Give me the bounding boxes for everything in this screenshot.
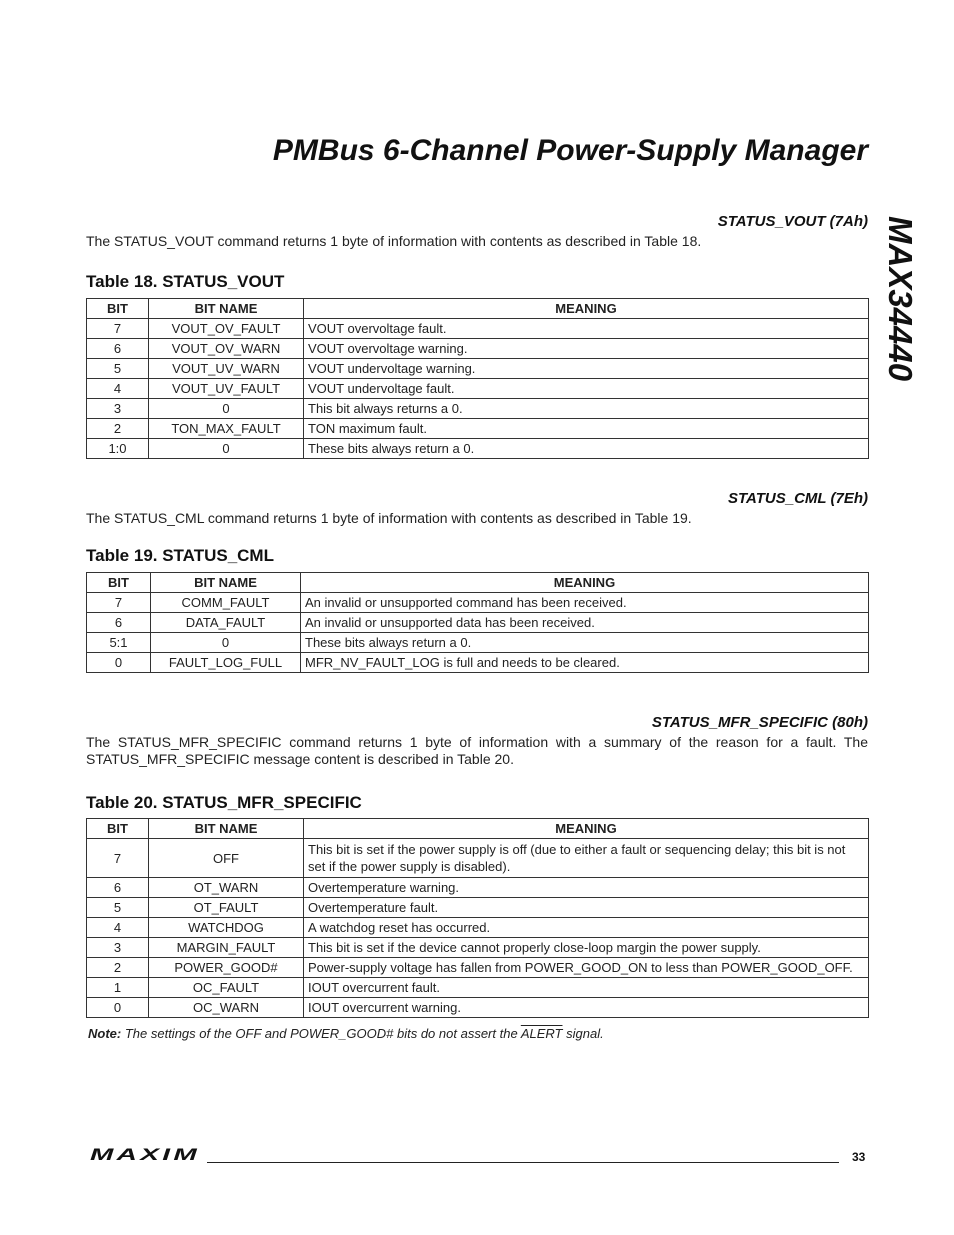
- column-header-meaning: MEANING: [301, 573, 869, 593]
- cell-bit: 5:1: [87, 633, 151, 653]
- table-row: [87, 978, 869, 998]
- cell-meaning: TON maximum fault.: [304, 419, 869, 439]
- cell-meaning: A watchdog reset has occurred.: [304, 918, 869, 938]
- column-header-bit: BIT: [87, 573, 151, 593]
- table-row: [87, 593, 869, 613]
- table-row: [87, 379, 869, 399]
- cell-bit: 4: [87, 379, 149, 399]
- section-heading-status-mfr-specific: STATUS_MFR_SPECIFIC (80h): [651, 714, 868, 731]
- cell-bit-name: 0: [149, 399, 304, 419]
- cell-bit-name: OT_FAULT: [149, 898, 304, 918]
- cell-bit: 1:0: [87, 439, 149, 459]
- cell-bit-name: 0: [151, 633, 301, 653]
- cell-meaning: IOUT overcurrent fault.: [304, 978, 869, 998]
- status-vout-description: The STATUS_VOUT command returns 1 byte of information with contents as described in Table 18.: [86, 233, 702, 249]
- column-header-meaning: MEANING: [304, 819, 869, 839]
- cell-bit-name: FAULT_LOG_FULL: [151, 653, 301, 673]
- table-row: [87, 878, 869, 898]
- cell-meaning: Overtemperature warning.: [304, 878, 869, 898]
- cell-bit-name: 0: [149, 439, 304, 459]
- table-row: [87, 359, 869, 379]
- table-row: [87, 339, 869, 359]
- cell-bit-name: POWER_GOOD#: [149, 958, 304, 978]
- cell-meaning: This bit is set if the device cannot properly close-loop margin the power supply.: [304, 938, 869, 958]
- cell-meaning: This bit always returns a 0.: [304, 399, 869, 419]
- table-header-row: [87, 573, 869, 593]
- cell-bit-name: OT_WARN: [149, 878, 304, 898]
- cell-bit-name: DATA_FAULT: [151, 613, 301, 633]
- cell-meaning: These bits always return a 0.: [304, 439, 869, 459]
- cell-bit: 1: [87, 978, 149, 998]
- cell-bit: 3: [87, 938, 149, 958]
- section-heading-status-vout: STATUS_VOUT (7Ah): [717, 213, 868, 230]
- cell-bit-name: VOUT_OV_WARN: [149, 339, 304, 359]
- cell-meaning: An invalid or unsupported command has been received.: [301, 593, 869, 613]
- page-title: PMBus 6-Channel Power-Supply Manager: [272, 134, 868, 167]
- column-header-bit-name: BIT NAME: [151, 573, 301, 593]
- cell-bit: 7: [87, 593, 151, 613]
- column-header-bit: BIT: [87, 299, 149, 319]
- table-row: [87, 898, 869, 918]
- cell-meaning: VOUT undervoltage fault.: [304, 379, 869, 399]
- cell-meaning: MFR_NV_FAULT_LOG is full and needs to be cleared.: [301, 653, 869, 673]
- note-label: Note:: [88, 1026, 122, 1041]
- maxim-logo: [90, 1146, 202, 1167]
- cell-meaning: VOUT undervoltage warning.: [304, 359, 869, 379]
- table-row: [87, 938, 869, 958]
- logo-wordmark: MAXIM: [90, 1146, 200, 1162]
- section-heading-status-cml: STATUS_CML (7Eh): [727, 490, 868, 507]
- cell-bit: 6: [87, 339, 149, 359]
- table-row: [87, 399, 869, 419]
- page-number: 33: [852, 1150, 866, 1164]
- cell-bit-name: OC_FAULT: [149, 978, 304, 998]
- note-text: The settings of the OFF and POWER_GOOD# bits do not assert the: [124, 1026, 518, 1041]
- cell-bit: 6: [87, 878, 149, 898]
- table-18-status-vout: [86, 298, 869, 459]
- part-number-side-label: [880, 216, 920, 396]
- cell-bit: 4: [87, 918, 149, 938]
- cell-bit: 6: [87, 613, 151, 633]
- cell-bit: 5: [87, 359, 149, 379]
- status-cml-description: The STATUS_CML command returns 1 byte of information with contents as described in Table 19.: [86, 510, 692, 526]
- table-note: [88, 1026, 604, 1041]
- column-header-bit-name: BIT NAME: [149, 819, 304, 839]
- footer-rule: [207, 1162, 839, 1163]
- column-header-bit-name: BIT NAME: [149, 299, 304, 319]
- cell-bit: 3: [87, 399, 149, 419]
- cell-meaning: Overtemperature fault.: [304, 898, 869, 918]
- cell-meaning: VOUT overvoltage warning.: [304, 339, 869, 359]
- cell-bit: 0: [87, 998, 149, 1018]
- cell-meaning: IOUT overcurrent warning.: [304, 998, 869, 1018]
- cell-bit-name: MARGIN_FAULT: [149, 938, 304, 958]
- table-19-caption: Table 19. STATUS_CML: [86, 546, 274, 565]
- cell-bit-name: COMM_FAULT: [151, 593, 301, 613]
- table-row: [87, 839, 869, 878]
- cell-bit: 5: [87, 898, 149, 918]
- cell-bit-name: OC_WARN: [149, 998, 304, 1018]
- cell-meaning: An invalid or unsupported data has been received.: [301, 613, 869, 633]
- table-20-status-mfr-specific: [86, 818, 869, 1018]
- cell-bit-name: WATCHDOG: [149, 918, 304, 938]
- cell-bit-name: TON_MAX_FAULT: [149, 419, 304, 439]
- table-row: [87, 419, 869, 439]
- table-18-caption: Table 18. STATUS_VOUT: [86, 272, 285, 291]
- cell-bit: 7: [87, 839, 149, 878]
- cell-bit-name: VOUT_UV_FAULT: [149, 379, 304, 399]
- table-header-row: [87, 819, 869, 839]
- cell-bit: 2: [87, 419, 149, 439]
- table-row: [87, 439, 869, 459]
- table-row: [87, 633, 869, 653]
- cell-bit: 0: [87, 653, 151, 673]
- cell-bit-name: OFF: [149, 839, 304, 878]
- table-row: [87, 653, 869, 673]
- alert-signal-name: ALERT: [520, 1026, 563, 1041]
- table-row: [87, 958, 869, 978]
- cell-meaning: This bit is set if the power supply is off (due to either a fault or sequencing delay; this bit is not set if the power supply is disabled).: [304, 839, 869, 878]
- status-mfr-specific-description: The STATUS_MFR_SPECIFIC command returns 1 byte of information with a summary of the reason for a fault. The STATUS_MFR_SPECIFIC message content is described in Table 20.: [86, 734, 868, 767]
- maxim-logo-icon: [90, 1146, 202, 1162]
- note-text-end: signal.: [566, 1026, 604, 1041]
- part-number: MAX34440: [882, 216, 919, 382]
- table-header-row: [87, 299, 869, 319]
- cell-meaning: VOUT overvoltage fault.: [304, 319, 869, 339]
- cell-bit-name: VOUT_OV_FAULT: [149, 319, 304, 339]
- table-row: [87, 613, 869, 633]
- cell-meaning: These bits always return a 0.: [301, 633, 869, 653]
- table-row: [87, 998, 869, 1018]
- cell-bit: 7: [87, 319, 149, 339]
- table-row: [87, 918, 869, 938]
- table-20-caption: Table 20. STATUS_MFR_SPECIFIC: [86, 793, 362, 812]
- cell-meaning: Power-supply voltage has fallen from POWER_GOOD_ON to less than POWER_GOOD_OFF.: [304, 958, 869, 978]
- column-header-meaning: MEANING: [304, 299, 869, 319]
- column-header-bit: BIT: [87, 819, 149, 839]
- table-row: [87, 319, 869, 339]
- table-19-status-cml: [86, 572, 869, 673]
- cell-bit: 2: [87, 958, 149, 978]
- cell-bit-name: VOUT_UV_WARN: [149, 359, 304, 379]
